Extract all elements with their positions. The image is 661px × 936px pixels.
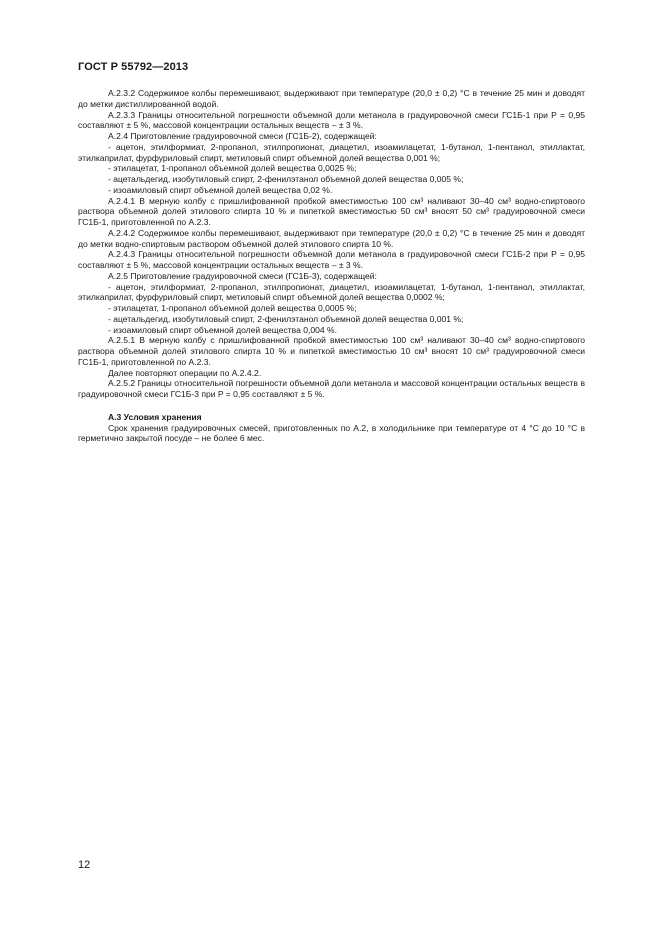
document-header: ГОСТ Р 55792—2013 <box>78 61 189 73</box>
paragraph-a2-4-1: А.2.4.1 В мерную колбу с пришлифованной пробкой вместимостью 100 см³ наливают 30–40 см³ водно-спиртового раствора объемной долей этилового спирта 10 % и пипеткой вместимостью 50 см³ вносят 50 см³ градуировочной смеси ГС1Б-1, приготовленной по А.2.3. <box>78 195 585 227</box>
paragraph-a2-4: А.2.4 Приготовление градуировочной смеси (ГС1Б-2), содержащей: <box>108 131 377 141</box>
list-item: - изоамиловый спирт объемной долей вещества 0,02 %. <box>108 184 333 195</box>
section-heading-a3: А.3 Условия хранения <box>108 411 202 422</box>
list-item: - ацетальдегид, изобутиловый спирт, 2-фенилэтанол объемной долей вещества 0,005 %; <box>108 174 464 184</box>
paragraph-a2-3-2: А.2.3.2 Содержимое колбы перемешивают, выдерживают при температуре (20,0 ± 0,2) °С в течение 25 мин и доводят до метки дистиллированной водой. <box>78 88 585 109</box>
list-item: - этилацетат, 1-пропанол объемной долей вещества 0,0025 %; <box>108 163 357 174</box>
list-item: - ацетон, этилформиат, 2-пропанол, этилпропионат, диацетил, изоамилацетат, 1-бутанол, 1-пентанол, этиллактат, этилкаприлат, фурфуриловый спирт, метиловый спирт объемной долей вещества 0,0002 %; <box>78 281 585 303</box>
paragraph-a2-5-2: А.2.5.2 Границы относительной погрешности объемной доли метанола и массовой концентрации остальных веществ в градуировочной смеси ГС1Б-3 при P = 0,95 составляют ± 5 %. <box>78 378 585 399</box>
paragraph-a3: Срок хранения градуировочных смесей, приготовленных по А.2, в холодильнике при температуре от 4 °С до 10 °С в герметично закрытой посуде – не более 6 мес. <box>78 422 585 444</box>
paragraph-a2-4-2: А.2.4.2 Содержимое колбы перемешивают, выдерживают при температуре (20,0 ± 0,2) °С в течение 25 мин и доводят до метки водно-спиртовым раствором объемной долей этилового спирта 10 %. <box>78 227 585 249</box>
list-item: - изоамиловый спирт объемной долей вещества 0,004 %. <box>108 324 337 335</box>
list-item: - ацетальдегид, изобутиловый спирт, 2-фенилэтанол объемной долей вещества 0,001 %; <box>108 313 464 324</box>
paragraph-a2-4-3: А.2.4.3 Границы относительной погрешности объемной доли метанола в градуировочной смеси ГС1Б-2 при P = 0,95 составляют ± 5 %, массовой концентрации остальных веществ – ± 3 %. <box>78 249 585 270</box>
paragraph-a2-3-3: А.2.3.3 Границы относительной погрешности объемной доли метанола в градуировочной смеси ГС1Б-1 при P = 0,95 составляют ± 5 %, массовой концентрации остальных веществ – ± 3 %. <box>78 109 585 131</box>
page-number: 12 <box>78 859 91 871</box>
paragraph-a2-5-1: А.2.5.1 В мерную колбу с пришлифованной пробкой вместимостью 100 см³ наливают 30–40 см³ водно-спиртового раствора объемной долей этилового спирта 10 % и пипеткой вместимостью 10 см³ вносят 10 см³ градуировочной смеси ГС1Б-1, приготовленной по А.2.3. <box>78 335 585 367</box>
paragraph-repeat: Далее повторяют операции по А.2.4.2. <box>108 367 262 378</box>
list-item: - ацетон, этилформиат, 2-пропанол, этилпропионат, диацетил, изоамилацетат, 1-бутанол, 1-пентанол, этиллактат, этилкаприлат, фурфуриловый спирт, метиловый спирт объемной долей вещества 0,001 %; <box>78 141 585 163</box>
paragraph-a2-5: А.2.5 Приготовление градуировочной смеси (ГС1Б-3), содержащей: <box>108 270 377 281</box>
list-item: - этилацетат, 1-пропанол объемной долей вещества 0,0005 %; <box>108 303 357 313</box>
document-body <box>78 88 585 444</box>
